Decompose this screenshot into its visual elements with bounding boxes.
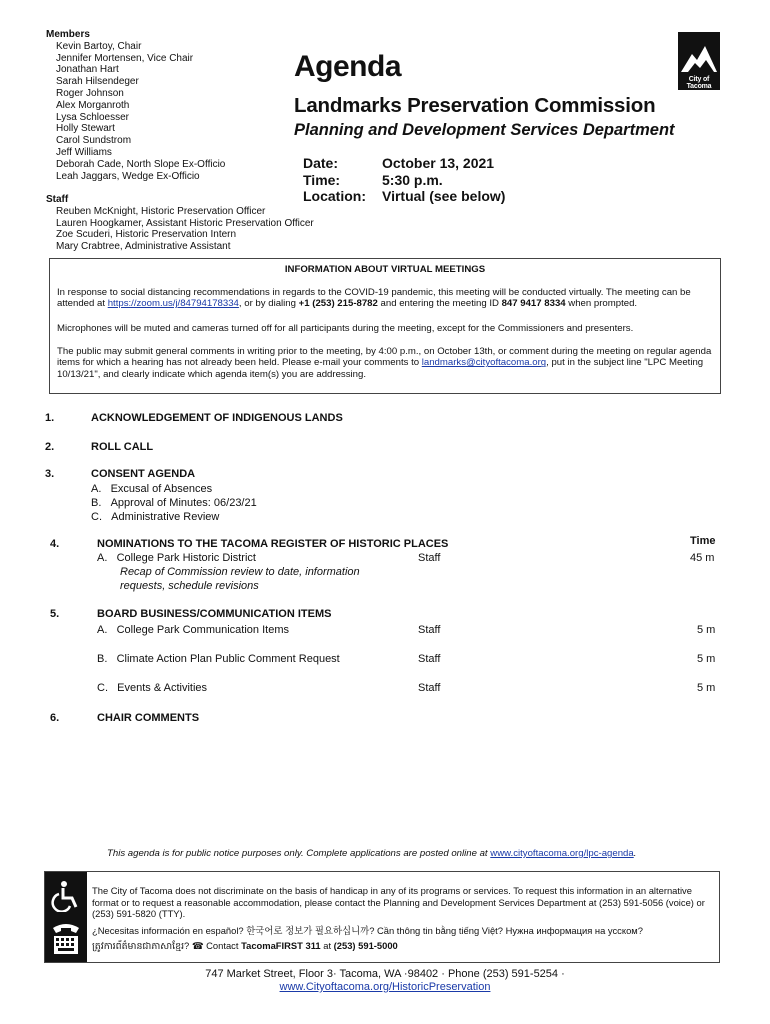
duration: 5 m bbox=[697, 624, 716, 636]
meeting-location: Virtual (see below) bbox=[382, 188, 506, 204]
virtual-meeting-info-box bbox=[49, 258, 721, 394]
info-paragraph-3 bbox=[57, 346, 717, 380]
address-block bbox=[0, 968, 770, 994]
sub-item: A. Excusal of Absences bbox=[91, 483, 213, 495]
meeting-labels bbox=[303, 155, 366, 205]
info-text: In response to social distancing recommendations in regards to the COVID-19 pandemic, this meeting will be conducted virtually. The meeting can be attended at bbox=[57, 287, 691, 310]
address-line: 747 Market Street, Floor 3· Tacoma, WA ·98402 · Phone (253) 591-5254 · bbox=[205, 968, 565, 980]
meeting-date: October 13, 2021 bbox=[382, 155, 495, 171]
location-label: Location: bbox=[303, 188, 366, 204]
info-paragraph-1 bbox=[57, 287, 717, 310]
consent-sub-items bbox=[91, 482, 257, 524]
staff-name: Reuben McKnight, Historic Preservation Officer bbox=[56, 205, 266, 217]
contact-line: ត្រូវការព័ត៌មានជាភាសាខ្មែរ? ☎ Contact TacomaFIRST 311 at (253) 591-5000 bbox=[92, 940, 398, 951]
duration: 5 m bbox=[697, 653, 716, 665]
member-name: Roger Johnson bbox=[56, 87, 124, 99]
wheelchair-icon bbox=[51, 880, 81, 917]
member-name: Jennifer Mortensen, Vice Chair bbox=[56, 52, 194, 64]
agenda-title: Agenda bbox=[294, 50, 402, 83]
duration: 45 m bbox=[690, 552, 715, 564]
sub-item-note: requests, schedule revisions bbox=[120, 580, 259, 592]
presenter: Staff bbox=[418, 653, 441, 665]
member-name: Jonathan Hart bbox=[56, 64, 119, 76]
member-name: Leah Jaggars, Wedge Ex-Officio bbox=[56, 170, 200, 182]
meeting-id: 847 9417 8334 bbox=[501, 298, 566, 310]
member-name: Carol Sundstrom bbox=[56, 135, 132, 147]
presenter: Staff bbox=[418, 682, 441, 694]
members-title: Members bbox=[46, 29, 90, 40]
sub-item: A. College Park Communication Items bbox=[97, 624, 289, 636]
item-title: CONSENT AGENDA bbox=[91, 468, 196, 480]
language-assistance-text: ¿Necesitas información en español? 한국어로 정보가 필요하십니까? Cần thông tin bằng tiếng Việt? Нужна информация на усском? bbox=[92, 925, 643, 936]
staff-name: Lauren Hoogkamer, Assistant Historic Preservation Officer bbox=[56, 217, 314, 229]
item-title: ACKNOWLEDGEMENT OF INDIGENOUS LANDS bbox=[91, 412, 343, 424]
sub-item: B. Climate Action Plan Public Comment Request bbox=[97, 653, 340, 665]
sub-item: C. Events & Activities bbox=[97, 682, 208, 694]
member-name: Holly Stewart bbox=[56, 123, 115, 135]
tty-phone-icon bbox=[50, 920, 82, 961]
accessibility-box bbox=[44, 871, 720, 963]
public-notice: This agenda is for public notice purposes only. Complete applications are posted online at www.cityoftacoma.org/lpc-agenda. bbox=[107, 848, 637, 859]
date-label: Date: bbox=[303, 155, 339, 171]
member-name: Alex Morganroth bbox=[56, 99, 130, 111]
member-name: Deborah Cade, North Slope Ex-Officio bbox=[56, 158, 226, 170]
logo-text: City of Tacoma bbox=[686, 76, 712, 90]
item-number: 3. bbox=[45, 468, 55, 480]
info-text: when prompted. bbox=[565, 298, 638, 310]
sub-item: B. Approval of Minutes: 06/23/21 bbox=[91, 497, 257, 509]
info-text: , or by dialing bbox=[238, 298, 299, 310]
email-link[interactable]: landmarks@cityoftacoma.org bbox=[421, 357, 547, 369]
item-title: CHAIR COMMENTS bbox=[97, 712, 200, 724]
members-section bbox=[46, 29, 225, 182]
member-name: Lysa Schloesser bbox=[56, 111, 129, 123]
item-title: NOMINATIONS TO THE TACOMA REGISTER OF HISTORIC PLACES bbox=[97, 538, 449, 550]
item-number: 5. bbox=[50, 608, 60, 620]
dial-in-number: +1 (253) 215-8782 bbox=[298, 298, 378, 310]
info-text: , put in the subject line "LPC Meeting 10/13/21", and clearly indicate which agenda item(s) you are addressing. bbox=[57, 357, 704, 380]
item-title: ROLL CALL bbox=[91, 441, 154, 453]
department-name: Planning and Development Services Department bbox=[294, 121, 675, 139]
meeting-time: 5:30 p.m. bbox=[382, 171, 443, 188]
item-number: 2. bbox=[45, 441, 55, 453]
presenter: Staff bbox=[418, 552, 441, 564]
meeting-values bbox=[382, 155, 505, 205]
icon-strip bbox=[45, 872, 87, 962]
sub-item: A. College Park Historic District bbox=[97, 552, 256, 564]
nondiscrimination-text: The City of Tacoma does not discriminate on the basis of handicap in any of its programs or services. To request this information in an alternative format or to request a reasonable accommodation, please contact the Planning and Development Services Department at (253) 591-5056 (voice) or (253) 591-5820 (TTY). bbox=[92, 885, 705, 919]
member-name: Sarah Hilsendeger bbox=[56, 76, 139, 88]
sub-item: C. Administrative Review bbox=[91, 511, 220, 523]
info-paragraph-2: Microphones will be muted and cameras turned off for all participants during the meeting, except for the Commissioners and presenters. bbox=[57, 323, 634, 334]
item-title: BOARD BUSINESS/COMMUNICATION ITEMS bbox=[97, 608, 332, 620]
time-column-header: Time bbox=[690, 535, 716, 547]
item-number: 1. bbox=[45, 412, 55, 424]
item-number: 6. bbox=[50, 712, 60, 724]
staff-title: Staff bbox=[46, 194, 69, 205]
info-heading: INFORMATION ABOUT VIRTUAL MEETINGS bbox=[284, 264, 486, 275]
info-text: The public may submit general comments in writing prior to the meeting, by 4:00 p.m., on October 13th, or comment during the meeting on regular agenda items for which a hearing has not already been held. Please e-mail your comments to bbox=[57, 346, 712, 369]
staff-name: Mary Crabtree, Administrative Assistant bbox=[56, 241, 231, 253]
lpc-agenda-link[interactable]: www.cityoftacoma.org/lpc-agenda bbox=[490, 848, 634, 859]
mountain-logo-icon bbox=[678, 32, 720, 90]
item-number: 4. bbox=[50, 538, 60, 550]
time-label: Time: bbox=[303, 171, 341, 188]
member-name: Kevin Bartoy, Chair bbox=[56, 40, 142, 52]
staff-section bbox=[46, 194, 314, 253]
presenter: Staff bbox=[418, 624, 441, 636]
zoom-link[interactable]: https://zoom.us/j/84794178334 bbox=[107, 298, 239, 310]
member-name: Jeff Williams bbox=[56, 146, 112, 158]
staff-name: Zoe Scuderi, Historic Preservation Intern bbox=[56, 229, 237, 241]
info-text: and entering the meeting ID bbox=[377, 298, 502, 310]
historic-preservation-link[interactable]: www.Cityoftacoma.org/HistoricPreservation bbox=[279, 981, 491, 993]
duration: 5 m bbox=[697, 682, 716, 694]
commission-name: Landmarks Preservation Commission bbox=[294, 94, 656, 117]
sub-item-note: Recap of Commission review to date, information bbox=[120, 566, 360, 578]
